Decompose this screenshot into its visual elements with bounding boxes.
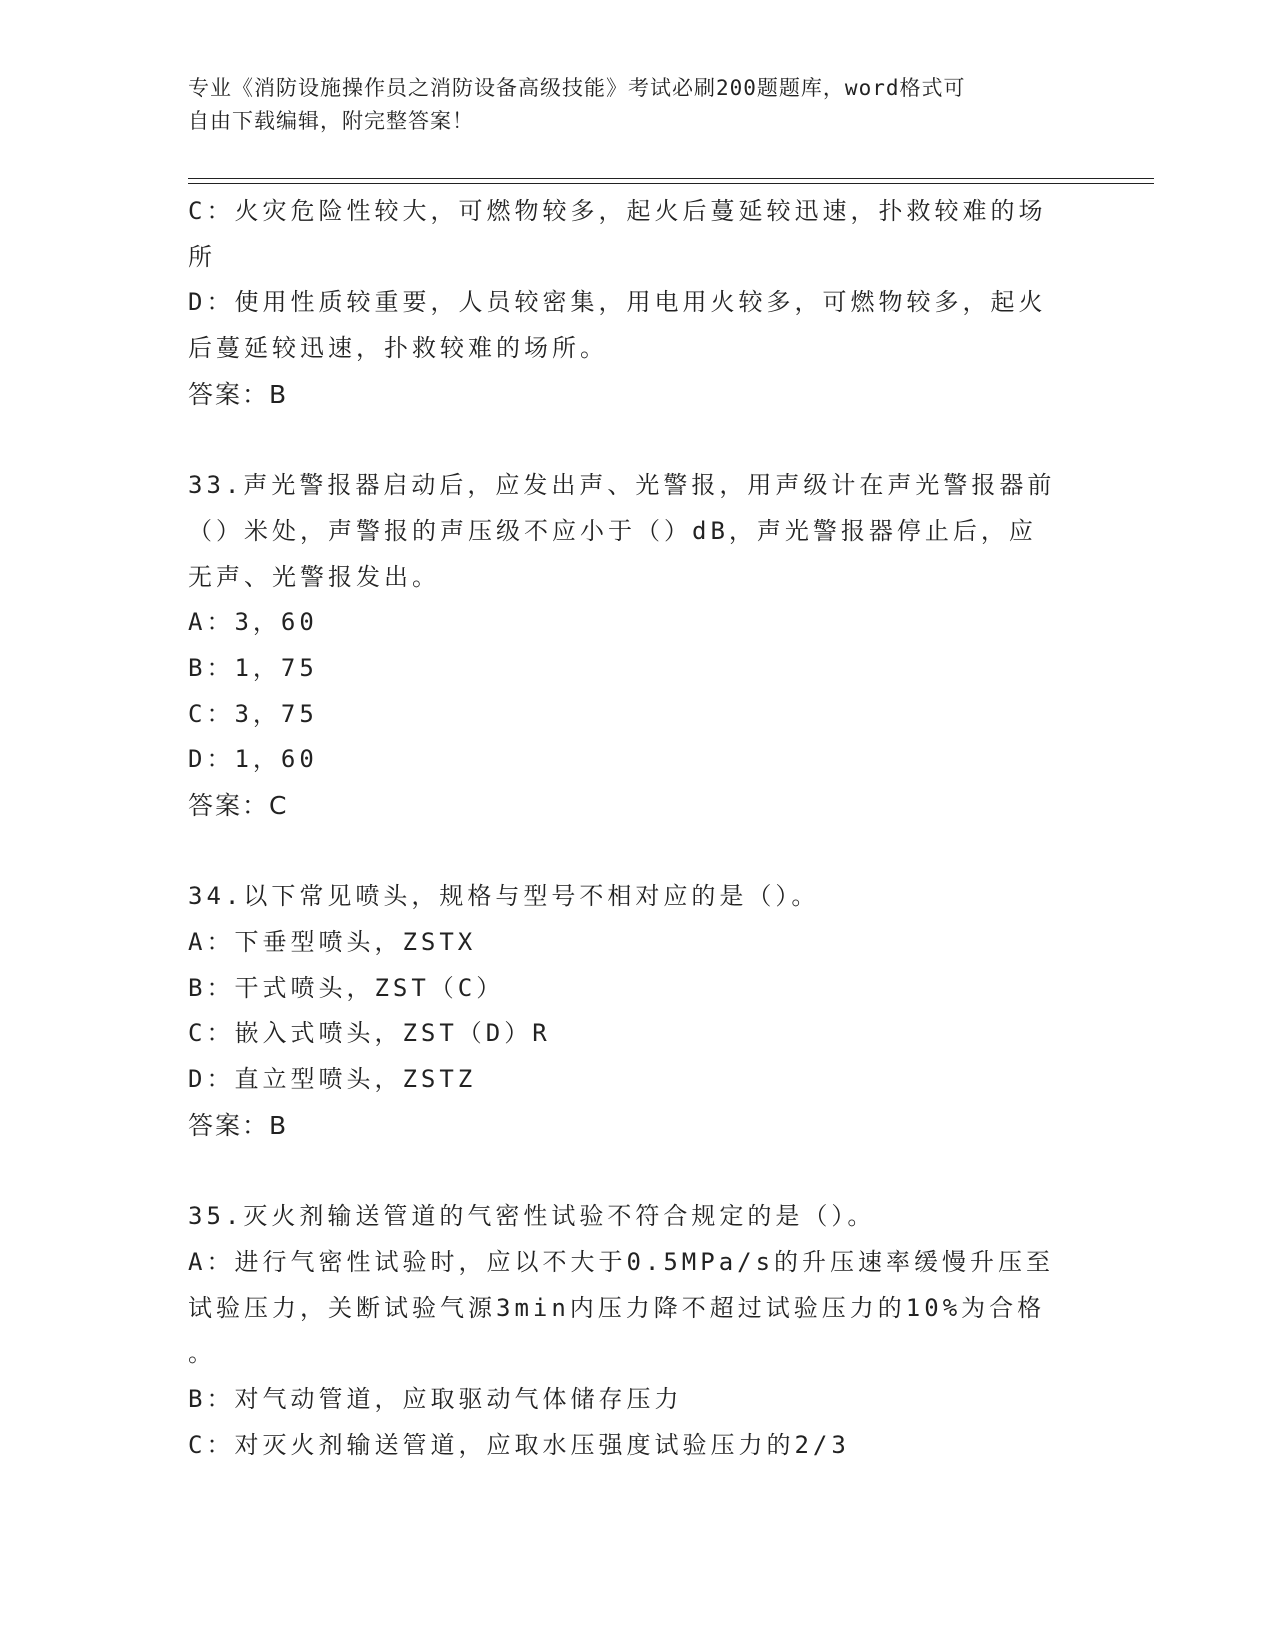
question-stem-line-3: 无声、光警报发出。 <box>188 562 440 591</box>
answer-32: 答案：B <box>188 379 289 409</box>
option-c: C：对灭火剂输送管道，应取水压强度试验压力的2/3 <box>188 1430 850 1459</box>
option-b: B：1，75 <box>188 653 318 682</box>
answer-33: 答案：C <box>188 790 289 820</box>
option-d-line-1: D：使用性质较重要，人员较密集，用电用火较多，可燃物较多，起火 <box>188 288 1047 317</box>
option-c: C：嵌入式喷头，ZST（D）R <box>188 1019 551 1048</box>
header-rule-top <box>188 178 1154 179</box>
header-line-1: 专业《消防设施操作员之消防设备高级技能》考试必刷200题题库，word格式可 <box>188 76 966 100</box>
option-d: D：直立型喷头，ZSTZ <box>188 1065 477 1094</box>
header-line-2: 自由下载编辑，附完整答案！ <box>188 109 474 133</box>
question-33 <box>188 463 1088 829</box>
question-stem: 35.灭火剂输送管道的气密性试验不符合规定的是（）。 <box>188 1202 876 1231</box>
option-a-line-2: 试验压力，关断试验气源3min内压力降不超过试验压力的10%为合格 <box>188 1293 1046 1322</box>
option-c: C：3，75 <box>188 699 318 728</box>
question-34 <box>188 874 1088 1148</box>
answer-34: 答案：B <box>188 1110 289 1140</box>
option-b: B：干式喷头，ZST（C） <box>188 973 505 1002</box>
document-header <box>188 72 1068 138</box>
option-c-line-1: C：火灾危险性较大，可燃物较多，起火后蔓延较迅速，扑救较难的场 <box>188 197 1047 225</box>
option-a-line-1: A：进行气密性试验时，应以不大于0.5MPa/s的升压速率缓慢升压至 <box>188 1247 1055 1276</box>
option-a: A：下垂型喷头，ZSTX <box>188 928 477 956</box>
option-d: D：1，60 <box>188 745 318 774</box>
document-body <box>188 189 1088 1468</box>
option-a: A：3，60 <box>188 608 318 637</box>
option-d-line-2: 后蔓延较迅速，扑救较难的场所。 <box>188 334 608 363</box>
question-stem: 34.以下常见喷头，规格与型号不相对应的是（）。 <box>188 882 820 911</box>
question-32-tail <box>188 189 1088 417</box>
question-stem-line-1: 33.声光警报器启动后，应发出声、光警报，用声级计在声光警报器前 <box>188 471 1056 500</box>
option-c-line-2: 所 <box>188 242 216 271</box>
header-rule-bottom <box>188 183 1154 184</box>
option-a-line-3: 。 <box>188 1339 216 1368</box>
option-b: B：对气动管道，应取驱动气体储存压力 <box>188 1384 683 1413</box>
question-35 <box>188 1194 1088 1468</box>
question-stem-line-2: （）米处，声警报的声压级不应小于（）dB，声光警报器停止后，应 <box>188 516 1037 545</box>
